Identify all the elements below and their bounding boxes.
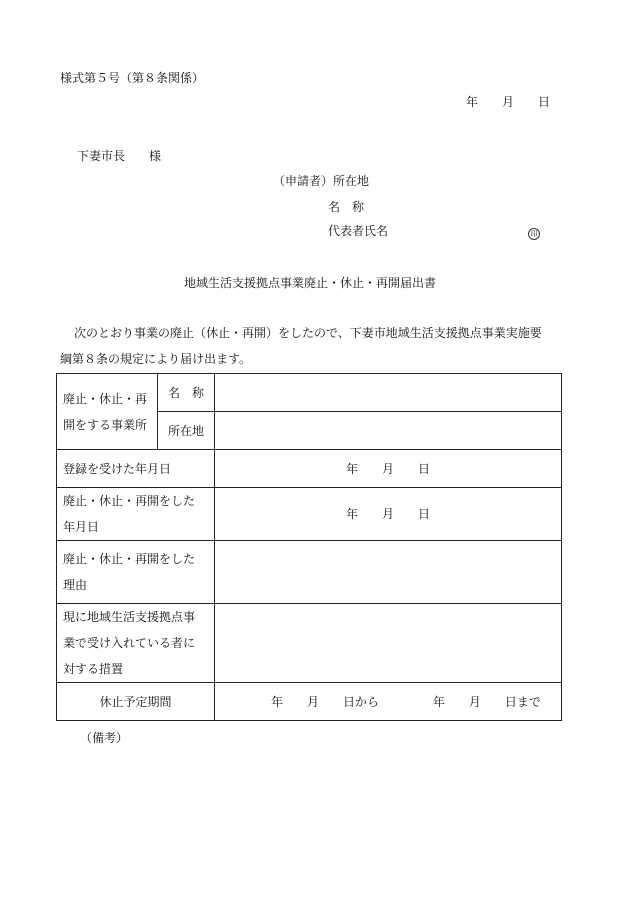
office-name-field[interactable] xyxy=(215,374,562,412)
measures-label-line: 現に地域生活支援拠点事 xyxy=(63,610,196,624)
reason-field[interactable] xyxy=(215,541,562,604)
office-name-label: 名 称 xyxy=(158,374,215,412)
registered-date-label: 登録を受けた年月日 xyxy=(57,450,215,488)
reason-label-line: 廃止・休止・再開をした xyxy=(63,552,196,566)
registered-date-field[interactable]: 年 月 日 xyxy=(215,450,562,488)
office-address-label: 所在地 xyxy=(158,412,215,450)
applicant-name-label: 名 称 xyxy=(328,200,365,214)
table-row xyxy=(57,683,562,721)
remarks-label: （備考） xyxy=(80,731,129,745)
table-row xyxy=(57,604,562,683)
suspend-period-label: 休止予定期間 xyxy=(57,683,215,721)
intro-line-2: 綱第８条の規定により届け出ます。 xyxy=(60,352,252,366)
suspend-period-field[interactable] xyxy=(215,683,562,721)
measures-label-line: 業で受け入れている者に xyxy=(63,636,196,650)
period-from: 年 月 日から xyxy=(271,694,380,709)
reason-label xyxy=(57,541,215,604)
representative-label: 代表者氏名 xyxy=(328,224,389,238)
change-date-label-line: 年月日 xyxy=(63,520,100,534)
document-title: 地域生活支援拠点事業廃止・休止・再開届出書 xyxy=(184,276,437,290)
measures-field[interactable] xyxy=(215,604,562,683)
addressee: 下妻市長 様 xyxy=(77,149,162,163)
seal-icon xyxy=(528,225,540,240)
change-date-label-line: 廃止・休止・再開をした xyxy=(63,494,196,508)
intro-line-1: 次のとおり事業の廃止（休止・再開）をしたので、下妻市地域生活支援拠点事業実施要 xyxy=(74,326,542,340)
applicant-address-label: （申請者）所在地 xyxy=(273,174,370,188)
form-number: 様式第５号（第８条関係） xyxy=(60,71,205,85)
change-date-label xyxy=(57,488,215,541)
office-label-line: 廃止・休止・再 xyxy=(63,391,148,406)
table-row xyxy=(57,541,562,604)
table-row xyxy=(57,374,562,412)
change-date-field[interactable]: 年 月 日 xyxy=(215,488,562,541)
measures-label xyxy=(57,604,215,683)
seal-mark: 印 xyxy=(528,228,540,240)
reason-label-line: 理由 xyxy=(63,578,88,592)
submission-date: 年 月 日 xyxy=(466,95,551,109)
table-row xyxy=(57,488,562,541)
office-label-cell xyxy=(57,374,158,450)
office-address-field[interactable] xyxy=(215,412,562,450)
table-row xyxy=(57,450,562,488)
notification-table xyxy=(56,373,562,721)
period-to: 年 月 日まで xyxy=(432,694,541,709)
office-label-line: 開をする事業所 xyxy=(63,417,148,432)
measures-label-line: 対する措置 xyxy=(63,662,124,676)
